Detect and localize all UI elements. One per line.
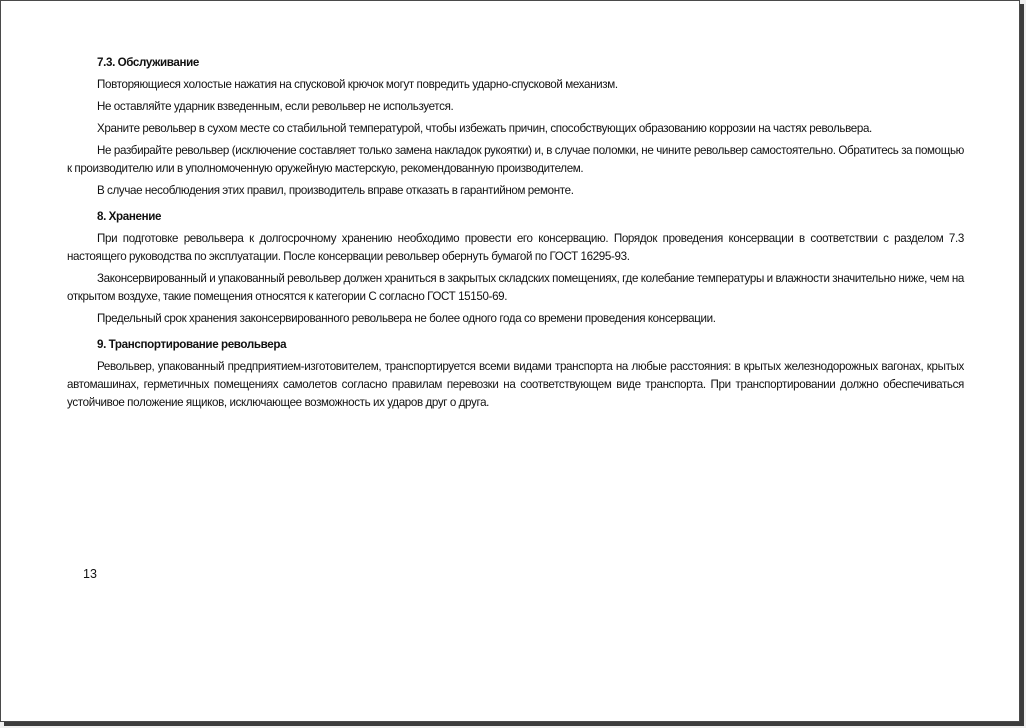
section-maintenance: [67, 54, 964, 200]
paragraph: Предельный срок хранения законсервированного револьвера не более одного года со времени проведения консервации.: [97, 312, 716, 325]
page-number: 13: [83, 567, 97, 581]
paragraph: Законсервированный и упакованный револьвер должен храниться в закрытых складских помещениях, где колебание температуры и влажности значительно ниже, чем на открытом воздухе, такие помещения относятся к категории С согласно ГОСТ 15150-69.: [67, 272, 964, 303]
section-transport: [67, 336, 964, 412]
page-content: [67, 54, 964, 420]
paragraph: При подготовке револьвера к долгосрочному хранению необходимо провести его консервацию. Порядок проведения консервации в соответствии с разделом 7.3 настоящего руководства по эксплуатации. После консервации револьвер обернуть бумагой по ГОСТ 16295-93.: [67, 232, 964, 263]
paragraph: Повторяющиеся холостые нажатия на спусковой крючок могут повредить ударно-спусковой механизм.: [97, 78, 618, 91]
section-storage: [67, 208, 964, 328]
paragraph: Не разбирайте револьвер (исключение составляет только замена накладок рукоятки) и, в случае поломки, не чините револьвер самостоятельно. Обратитесь за помощью к производителю или в уполномоченную оружейную мастерскую, рекомендованную производителем.: [67, 144, 964, 175]
paragraph: Револьвер, упакованный предприятием-изготовителем, транспортируется всеми видами транспорта на любые расстояния: в крытых железнодорожных вагонах, крытых автомашинах, герметичных помещениях самолетов согласно правилам перевозки на соответствующем виде транспорта. При транспортировании должно обеспечиваться устойчивое положение ящиков, исключающее возможность их ударов друг о друга.: [67, 360, 964, 409]
paragraph: Не оставляйте ударник взведенным, если револьвер не используется.: [97, 100, 454, 113]
section-heading: 7.3. Обслуживание: [97, 56, 200, 69]
section-heading: 8. Хранение: [97, 210, 162, 223]
paragraph: В случае несоблюдения этих правил, производитель вправе отказать в гарантийном ремонте.: [97, 184, 574, 197]
section-heading: 9. Транспортирование револьвера: [97, 338, 287, 351]
paragraph: Храните револьвер в сухом месте со стабильной температурой, чтобы избежать причин, способствующих образованию коррозии на частях револьвера.: [97, 122, 872, 135]
